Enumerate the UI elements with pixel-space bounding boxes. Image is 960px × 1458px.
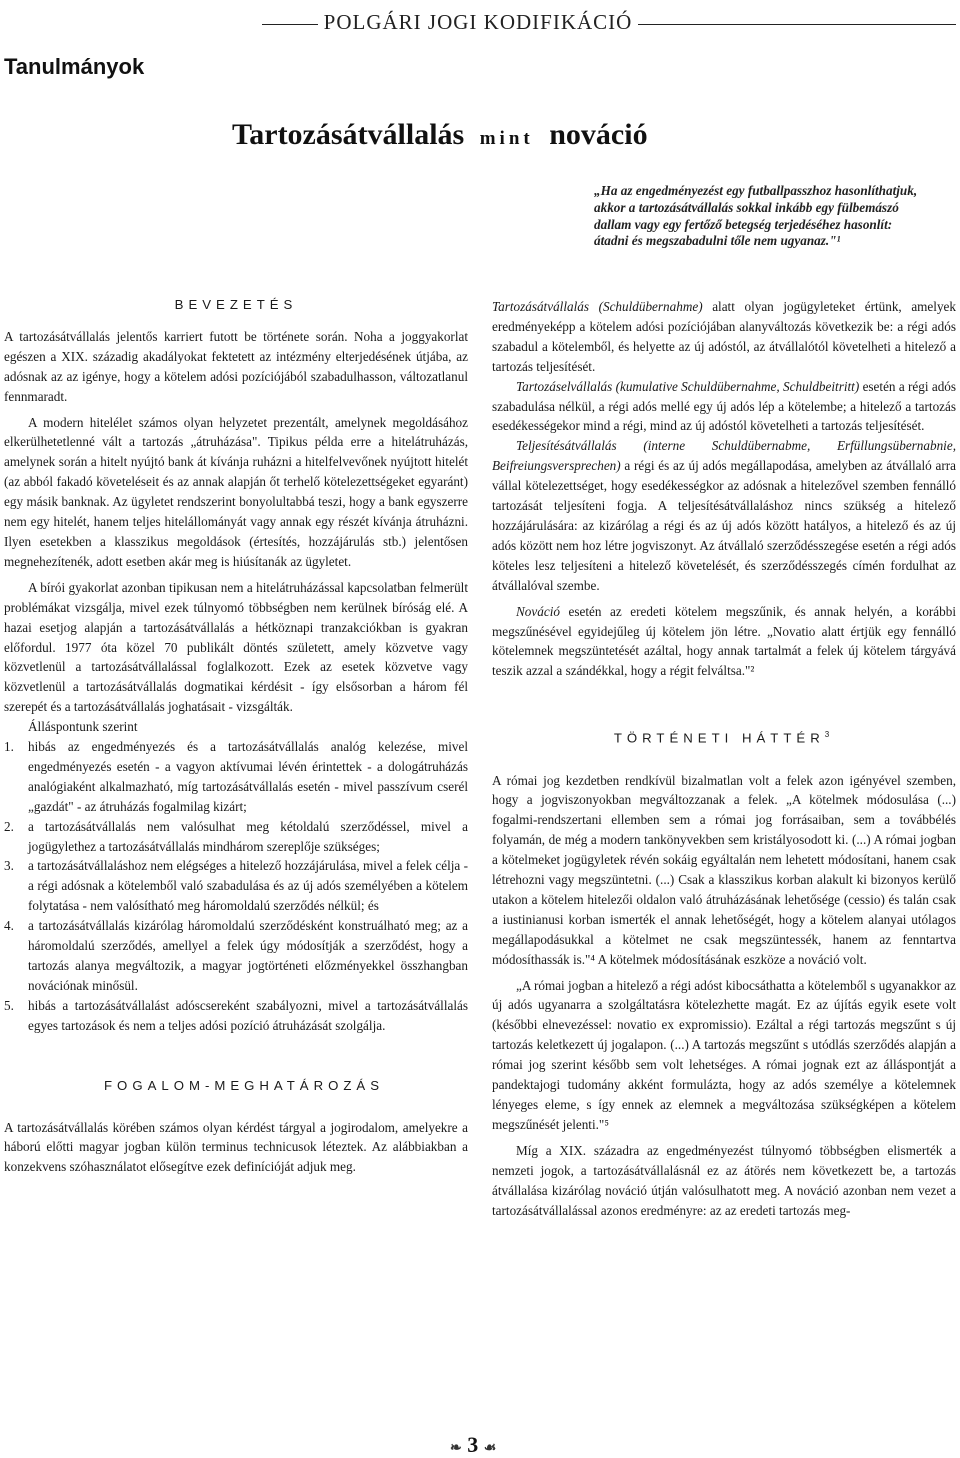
definition-2 xyxy=(492,377,956,437)
term: Tartozásátvállalás xyxy=(492,299,589,314)
epigraph-line: akkor a tartozásátvállalás sokkal inkább egy fülbemászó xyxy=(594,199,899,215)
term: Teljesítésátvállalás xyxy=(516,438,617,454)
heading-history xyxy=(492,725,956,748)
item-text: hibás az engedményezés és a tartozásátvállalás analóg kelezése, mivel engedményezés esetén - a vagyon aktívumai lévén érintettek - a dologátruházás analógiaként alkalmazható, míg tartozásátvállalás esetén - mivel passzívum cserél „gazdát" - az átruházás fogalmilag kizárt; xyxy=(28,739,468,814)
heading-definitions: FOGALOM-MEGHATÁROZÁS xyxy=(104,1077,384,1093)
left-column xyxy=(4,295,468,1177)
item-text: a tartozásátvállalás nem valósulhat meg kétoldalú szerződéssel, mivel a jogügylethez a tartozásátvállalás mindhárom szereplője szükséges; xyxy=(28,818,468,854)
position-item-5 xyxy=(4,996,468,1036)
definition-text: esetén a régi adós szabadulása nélkül, a régi adós mellé egy új adós lép a kötelembe; a hitelező a tartozás esedékességekor mind a régi, mind az új adóstól követelheti a tartozás teljesítését. xyxy=(492,378,957,434)
page-number-text: 3 xyxy=(467,1432,479,1457)
header-rule-right xyxy=(638,24,956,25)
item-text: a tartozásátvállalás kizárólag háromoldalú szerződésként konstruálható meg; az a háromoldalú szerződés, amellyel a felek úgy módosítják a szerződést, hogy a tartozás alanya megváltozik, a magyar jogtörténeti előzményekkel összhangban novációnak minősül. xyxy=(28,918,468,993)
paragraph-intro-3: A bírói gyakorlat azonban tipikusan nem a hitelátruházással kapcsolatban felmerült problémákat vizsgálja, mivel ezek túlnyomó többségben nem kerülnek bíróság elé. A hazai esetjog alapján a tartozásátvállalás a hétköznapi tranzakciókban is gyakran előfordul. 1977 óta közel 70 publikált döntés született, amely közvetve vagy közvetlenül a tartozásátvállalással foglalkozott. Ezek az esetek közvetve vagy közvetlenül a tartozásátvállalás dogmatikai kérdésit - így elsősorban a három fél szerepét és a tartozásátvállalás joghatásait - vizsgálták. xyxy=(4,579,468,715)
title-part-2: mint xyxy=(479,128,534,149)
term-german: (Schuldübernahme) xyxy=(598,299,703,314)
item-text: hibás a tartozásátvállalást adóscsereként szabályozni, mivel a tartozásátvállalás egyes tartozások és nem a teljes adósi pozíció átruházását szolgálja. xyxy=(28,997,468,1033)
journal-title: POLGÁRI JOGI KODIFIKÁCIÓ xyxy=(323,10,633,34)
paragraph-intro-1: A tartozásátvállalás jelentős karriert futott be története során. Noha a joggyakorlat egészen a XIX. századig akadályokat fektetett az intézmény elterjedésének útjába, az adósnak az az igénye, hogy a kötelem adósi pozíciójából szabadulhasson, változatlanul fennmaradt. xyxy=(4,328,468,404)
paragraph-history-1: A római jog kezdetben rendkívül bizalmatlan volt a felek azon igényével szemben, hogy a jogviszonyokban megváltozzanak a felek. „A kötelmek módosulása (...) fogalmi-rendszertani ellemben sem a római jog forrásaiban, sem a továbbélés folyamán, de még a modern tankönyvekben sem kristályosodott ki. (...) A római jogban a kötelmeket jogügyletek révén sokáig egyáltalán nem lehetett módosítani, hanem csak létrehozni vagy megszüntetni. (...) Csak a klasszikus korban alakult ki bizonyos kerülő utakon a kötelem hitelezői oldalon való átruházásának lehetősége (cessio) és talán csak a iustinianusi korban ismerték el annak lehetőségét, hogy a kötelem alanyai utólagos megállapodásukkal a kötelmet ne csak megszüntessék, hanem az fenntartva módosíthassák is."⁴ A kötelmek módosításának eszköze a nováció volt. xyxy=(492,772,956,967)
paragraph-definitions: A tartozásátvállalás körében számos olyan kérdést tárgyal a jogirodalom, amelyekre a háború előtti magyar jogban külön terminus technicusok léteztek. Az alábbiakban a konzekvens szóhasználatot elősegítve ezek definícióját adjuk meg. xyxy=(4,1119,468,1175)
definition-4 xyxy=(492,602,956,682)
epigraph-line: dallam vagy egy fertőző betegség terjedéséhez hasonlít: xyxy=(594,216,893,232)
term-german: (interne Schuldübernabme, Erfüllungsübernabnie, Beifreiungsversprechen) xyxy=(492,438,956,474)
header-rule-left xyxy=(262,24,318,25)
section-label: Tanulmányok xyxy=(4,54,145,79)
page-number xyxy=(450,1432,496,1458)
item-number: 1. xyxy=(4,739,14,755)
term: Tartozáselvállalás xyxy=(516,378,613,394)
definition-3 xyxy=(492,436,956,595)
definition-text: alatt olyan jogügyleteket értünk, amelyek eredményeképp a kötelem adósi pozíciójában alanyváltozás következik be: a régi adós szabadul a kötelemből, és helyette az új adóstól, az átvállalótól követelheti a hitelező a tartozás teljesítését. xyxy=(492,299,956,374)
term-german: (kumulative Schuldübernahme, Schuldbeitritt) xyxy=(615,378,860,394)
right-column xyxy=(492,297,956,1220)
paragraph-history-2: „A római jogban a hitelező a régi adóst kibocsáthatta a kötelemből s ugyanakkor az új adós ugyanarra a szolgáltatásra kötelezhette magát. Ez az újítás egyik esete volt (későbbi elnevezéssel: novatio ex expromissio). Ezáltal a régi tartozás megszűnt s új tartozás keletkezett új jogalapon. (...) A tartozás megszűnt s utódlás szerződés alapján a római jog szerint később sem volt lehetséges. A római jognak ezt az álláspontját a pandektajogi tudomány akként formulázta, hogy az adós személye a kötelemnek lényeges eleme, s így ennek az elemnek a megváltozása szükségképen a kötelem megszűnését jelenti."⁵ xyxy=(492,977,956,1132)
ornament-right-icon: ☙ xyxy=(483,1441,497,1456)
paragraph-history-3: Míg a XIX. századra az engedményezést túlnyomó többségben elismerték a nemzeti jogok, a tartozásátvállalásnál ez az átörés nem következett be, a tartozás átvállalása kizárólag nováció útján valósulhatott meg. A nováció azonban nem vezet a tartozásátvállalással azonos eredményre: az az eredeti tartozás meg- xyxy=(492,1142,956,1218)
heading-history-text: TÖRTÉNETI HÁTTÉR xyxy=(613,730,825,746)
footnote-ref: 3 xyxy=(824,730,835,740)
list-intro: Álláspontunk szerint xyxy=(28,719,138,735)
epigraph-line: átadni és megszabadulni tőle nem ugyanaz."¹ xyxy=(594,233,841,249)
epigraph xyxy=(594,183,960,250)
definition-text: a régi és az új adós megállapodása, amelyben az átvállaló arra vállal kötelezettséget, hogy esedékességkor az adósnak a hitelezővel szemben fennálló tartozását teljesíteni fogja. A teljesítésátvállaláshoz nincs szükség a hitelező hozzájárulására: az kizárólag a régi és az új adós között hatályos, a hitelező és az új adós között nem hoz létre jogviszonyt. Az átvállaló szerződésszegése esetén a régi adós köteles lesz teljesíteni a hitelező követelését, és szerződésszegés címén fordulhat az átvállalóval szembe. xyxy=(492,458,957,593)
position-item-4 xyxy=(4,916,468,996)
item-number: 2. xyxy=(4,818,14,834)
article-title xyxy=(232,118,648,152)
item-number: 5. xyxy=(4,997,14,1013)
item-number: 4. xyxy=(4,918,14,934)
epigraph-line: „Ha az engedményezést egy futballpasszhoz hasonlíthatjuk, xyxy=(594,183,918,198)
paragraph-intro-2: A modern hitelélet számos olyan helyzetet prezentált, amelynek megoldásához elkerülhetetlenné vált a tartozás „átruházása". Tipikus példa erre a hitelátruházás, amelynek során a hitelt nyújtó bank át kívánja ruházni a hitelfelvevőnek nyújtott hitelét (az abból fakadó követeléseit és az annak alapján őt terhelő kötelezettségeket egyaránt) egy másik banknak. Az ügyletet rendszerint bonyolultabbá teszi, hogy a bank egyszerre nem egy hitelét, hanem teljes hitelállományát vagy annak egy részét kívánja átruházni. Ilyen esetekben a klasszikus megoldások (értesítés, hozzájárulás stb.) jelentősen megnehezítenék, adott esetben akár meg is hiúsítanák az ügyletet. xyxy=(4,414,468,569)
item-text: a tartozásátvállaláshoz nem elégséges a hitelező hozzájárulása, mivel a felek célja - a régi adósnak a kötelemből való szabadulása és az új adós személyében a kötelem folytatása - nem valósítható meg háromoldalú szerződés nélkül; és xyxy=(28,858,468,914)
heading-introduction: BEVEZETÉS xyxy=(174,297,298,312)
position-item-2 xyxy=(4,817,468,857)
ornament-left-icon: ❧ xyxy=(450,1441,462,1456)
title-part-3: nováció xyxy=(549,118,648,151)
title-part-1: Tartozásátvállalás xyxy=(232,118,465,151)
item-number: 3. xyxy=(4,858,14,874)
position-item-3 xyxy=(4,856,468,916)
definition-text: esetén az eredeti kötelem megszűnik, és annak helyén, a korábbi megszűnésével egyidejűleg új kötelem jön létre. „Novatio alatt értjük egy fennálló kötelemnek megszüntetését azáltal, hogy annak tartalmát a felek új kötelem tárgyává teszik azzal a szándékkal, hogy a régit felváltsa."² xyxy=(492,603,957,679)
term: Nováció xyxy=(516,603,560,619)
definition-1 xyxy=(492,297,956,377)
position-item-1 xyxy=(4,737,468,817)
